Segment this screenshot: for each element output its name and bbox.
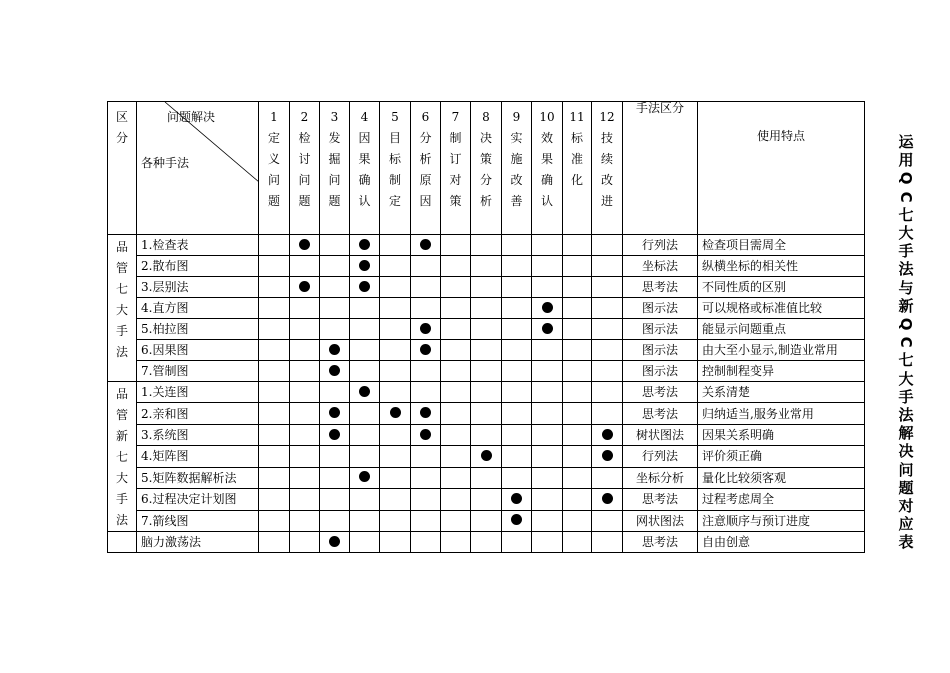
problem-cell-12 (592, 361, 623, 382)
problem-cell-6 (411, 467, 441, 488)
problem-cell-9 (502, 298, 532, 319)
problem-cell-11 (563, 298, 592, 319)
method-type: 思考法 (623, 403, 698, 424)
method-name: 3.系统图 (137, 424, 259, 445)
problem-cell-3 (320, 319, 350, 340)
problem-cell-10 (532, 532, 563, 553)
method-type: 行列法 (623, 446, 698, 467)
applicable-dot (329, 344, 340, 355)
problem-cell-11 (563, 361, 592, 382)
applicable-dot (420, 429, 431, 440)
method-name: 5.柏拉图 (137, 319, 259, 340)
problem-cell-4 (350, 532, 380, 553)
problem-cell-8 (471, 510, 502, 531)
problem-cell-2 (290, 319, 320, 340)
problem-cell-2 (290, 424, 320, 445)
method-type: 思考法 (623, 489, 698, 510)
problem-cell-6 (411, 277, 441, 298)
problem-cell-3 (320, 489, 350, 510)
problem-cell-6 (411, 489, 441, 510)
problem-cell-2 (290, 510, 320, 531)
problem-cell-7 (441, 532, 471, 553)
problem-cell-1 (259, 446, 290, 467)
problem-cell-6 (411, 424, 441, 445)
method-type: 思考法 (623, 532, 698, 553)
problem-cell-1 (259, 532, 290, 553)
problem-cell-3 (320, 277, 350, 298)
applicable-dot (602, 493, 613, 504)
usage-header: 使用特点 (698, 102, 865, 235)
problem-cell-1 (259, 403, 290, 424)
problem-cell-9 (502, 319, 532, 340)
method-name: 2.散布图 (137, 256, 259, 277)
category-header: 区 分 (108, 102, 137, 235)
problem-cell-11 (563, 382, 592, 403)
table-row (108, 403, 865, 424)
problem-cell-5 (380, 446, 411, 467)
problem-cell-12 (592, 319, 623, 340)
problem-cell-4 (350, 235, 380, 256)
problem-cell-12 (592, 235, 623, 256)
diagonal-header-cell (137, 102, 259, 235)
problem-cell-1 (259, 382, 290, 403)
problem-cell-11 (563, 467, 592, 488)
usage-note: 关系清楚 (698, 382, 865, 403)
problem-cell-12 (592, 424, 623, 445)
problem-cell-4 (350, 256, 380, 277)
problem-cell-5 (380, 489, 411, 510)
problem-cell-5 (380, 256, 411, 277)
problem-cell-6 (411, 532, 441, 553)
usage-note: 由大至小显示,制造业常用 (698, 340, 865, 361)
problem-cell-11 (563, 256, 592, 277)
usage-note: 因果关系明确 (698, 424, 865, 445)
problem-cell-6 (411, 340, 441, 361)
problem-cell-8 (471, 235, 502, 256)
problem-header-5: 5 目 标 制 定 (380, 102, 411, 235)
applicable-dot (359, 260, 370, 271)
problem-cell-5 (380, 403, 411, 424)
problem-solving-label: 问题解决 (167, 110, 216, 124)
table-row (108, 424, 865, 445)
method-type: 图示法 (623, 298, 698, 319)
table-row (108, 235, 865, 256)
usage-note: 过程考虑周全 (698, 489, 865, 510)
problem-cell-2 (290, 361, 320, 382)
problem-cell-7 (441, 340, 471, 361)
problem-cell-7 (441, 403, 471, 424)
problem-cell-12 (592, 467, 623, 488)
problem-cell-1 (259, 510, 290, 531)
problem-cell-2 (290, 277, 320, 298)
usage-note: 量化比较须客观 (698, 467, 865, 488)
problem-cell-7 (441, 277, 471, 298)
problem-header-6: 6 分 析 原 因 (411, 102, 441, 235)
problem-cell-3 (320, 256, 350, 277)
problem-cell-8 (471, 298, 502, 319)
method-name: 4.矩阵图 (137, 446, 259, 467)
problem-cell-9 (502, 489, 532, 510)
applicable-dot (542, 302, 553, 313)
problem-cell-5 (380, 532, 411, 553)
problem-cell-11 (563, 277, 592, 298)
problem-cell-11 (563, 319, 592, 340)
problem-cell-6 (411, 446, 441, 467)
problem-cell-1 (259, 298, 290, 319)
problem-cell-10 (532, 403, 563, 424)
usage-note: 检查项目需周全 (698, 235, 865, 256)
applicable-dot (390, 407, 401, 418)
usage-note: 可以规格或标准值比较 (698, 298, 865, 319)
problem-cell-6 (411, 256, 441, 277)
problem-cell-4 (350, 277, 380, 298)
usage-note: 控制制程变异 (698, 361, 865, 382)
problem-cell-6 (411, 510, 441, 531)
method-type: 图示法 (623, 319, 698, 340)
problem-cell-3 (320, 467, 350, 488)
method-name: 4.直方图 (137, 298, 259, 319)
problem-cell-11 (563, 340, 592, 361)
method-name: 脑力激荡法 (137, 532, 259, 553)
applicable-dot (420, 344, 431, 355)
problem-cell-11 (563, 403, 592, 424)
method-name: 3.层别法 (137, 277, 259, 298)
problem-cell-1 (259, 256, 290, 277)
problem-cell-3 (320, 403, 350, 424)
header-row (108, 102, 865, 235)
problem-cell-7 (441, 424, 471, 445)
problem-cell-2 (290, 467, 320, 488)
problem-cell-8 (471, 256, 502, 277)
problem-cell-1 (259, 467, 290, 488)
problem-cell-11 (563, 235, 592, 256)
method-type: 思考法 (623, 382, 698, 403)
problem-cell-5 (380, 277, 411, 298)
problem-cell-12 (592, 510, 623, 531)
method-name: 2.亲和图 (137, 403, 259, 424)
problem-cell-9 (502, 424, 532, 445)
problem-cell-4 (350, 319, 380, 340)
problem-cell-3 (320, 298, 350, 319)
problem-cell-2 (290, 403, 320, 424)
problem-cell-6 (411, 319, 441, 340)
problem-cell-3 (320, 446, 350, 467)
problem-header-1: 1 定 义 问 题 (259, 102, 290, 235)
problem-cell-12 (592, 489, 623, 510)
table-row (108, 256, 865, 277)
method-name: 6.因果图 (137, 340, 259, 361)
problem-cell-4 (350, 340, 380, 361)
problem-cell-3 (320, 532, 350, 553)
problem-cell-8 (471, 446, 502, 467)
problem-cell-3 (320, 361, 350, 382)
problem-cell-9 (502, 235, 532, 256)
problem-cell-2 (290, 382, 320, 403)
problem-header-2: 2 检 讨 问 题 (290, 102, 320, 235)
problem-cell-3 (320, 235, 350, 256)
method-type: 坐标分析 (623, 467, 698, 488)
problem-cell-9 (502, 382, 532, 403)
problem-cell-9 (502, 467, 532, 488)
problem-cell-9 (502, 256, 532, 277)
applicable-dot (329, 365, 340, 376)
side-title: 运 用 Q C 七 大 手 法 与 新 Q C 七 大 手 法 解 决 问 题 对 应 表 (897, 133, 916, 552)
problem-cell-11 (563, 510, 592, 531)
applicable-dot (420, 239, 431, 250)
table-row (108, 510, 865, 531)
problem-cell-6 (411, 403, 441, 424)
applicable-dot (329, 429, 340, 440)
problem-cell-8 (471, 319, 502, 340)
problem-cell-7 (441, 319, 471, 340)
problem-cell-11 (563, 424, 592, 445)
problem-cell-3 (320, 510, 350, 531)
problem-header-10: 10 效 果 确 认 (532, 102, 563, 235)
method-name: 7.箭线图 (137, 510, 259, 531)
usage-note: 归纳适当,服务业常用 (698, 403, 865, 424)
problem-cell-4 (350, 467, 380, 488)
problem-cell-12 (592, 277, 623, 298)
problem-cell-10 (532, 489, 563, 510)
problem-cell-10 (532, 235, 563, 256)
problem-cell-3 (320, 424, 350, 445)
usage-note: 不同性质的区别 (698, 277, 865, 298)
applicable-dot (359, 386, 370, 397)
problem-cell-10 (532, 382, 563, 403)
problem-cell-7 (441, 298, 471, 319)
group-label-cell (108, 532, 137, 553)
problem-cell-4 (350, 510, 380, 531)
problem-cell-8 (471, 403, 502, 424)
problem-cell-8 (471, 361, 502, 382)
problem-cell-8 (471, 467, 502, 488)
problem-cell-10 (532, 340, 563, 361)
problem-cell-10 (532, 424, 563, 445)
problem-header-9: 9 实 施 改 善 (502, 102, 532, 235)
problem-cell-12 (592, 298, 623, 319)
problem-cell-7 (441, 446, 471, 467)
applicable-dot (359, 239, 370, 250)
table-row (108, 532, 865, 553)
problem-cell-11 (563, 532, 592, 553)
problem-cell-2 (290, 298, 320, 319)
usage-note: 评价须正确 (698, 446, 865, 467)
usage-note: 能显示问题重点 (698, 319, 865, 340)
problem-cell-6 (411, 382, 441, 403)
table-row (108, 382, 865, 403)
problem-cell-9 (502, 403, 532, 424)
problem-cell-8 (471, 424, 502, 445)
method-name: 6.过程决定计划图 (137, 489, 259, 510)
problem-cell-8 (471, 340, 502, 361)
problem-cell-2 (290, 256, 320, 277)
problem-cell-6 (411, 235, 441, 256)
usage-note: 注意顺序与预订进度 (698, 510, 865, 531)
method-type: 网状图法 (623, 510, 698, 531)
problem-cell-12 (592, 340, 623, 361)
problem-cell-4 (350, 382, 380, 403)
problem-cell-5 (380, 298, 411, 319)
problem-cell-10 (532, 319, 563, 340)
applicable-dot (602, 450, 613, 461)
table-row (108, 319, 865, 340)
problem-cell-10 (532, 277, 563, 298)
problem-cell-4 (350, 489, 380, 510)
problem-cell-9 (502, 340, 532, 361)
problem-cell-3 (320, 340, 350, 361)
applicable-dot (299, 239, 310, 250)
problem-cell-11 (563, 446, 592, 467)
problem-cell-5 (380, 319, 411, 340)
problem-cell-10 (532, 467, 563, 488)
table-row (108, 277, 865, 298)
table-row (108, 361, 865, 382)
problem-cell-11 (563, 489, 592, 510)
problem-cell-12 (592, 382, 623, 403)
problem-cell-7 (441, 467, 471, 488)
applicable-dot (299, 281, 310, 292)
problem-cell-9 (502, 277, 532, 298)
problem-cell-9 (502, 532, 532, 553)
usage-note: 自由创意 (698, 532, 865, 553)
problem-cell-2 (290, 532, 320, 553)
method-type: 图示法 (623, 340, 698, 361)
problem-cell-4 (350, 361, 380, 382)
table-row (108, 489, 865, 510)
applicable-dot (420, 407, 431, 418)
method-type: 行列法 (623, 235, 698, 256)
problem-cell-5 (380, 382, 411, 403)
problem-cell-3 (320, 382, 350, 403)
problem-header-7: 7 制 订 对 策 (441, 102, 471, 235)
applicable-dot (602, 429, 613, 440)
problem-cell-5 (380, 235, 411, 256)
applicable-dot (511, 493, 522, 504)
applicable-dot (511, 514, 522, 525)
usage-note: 纵横坐标的相关性 (698, 256, 865, 277)
qc-methods-table (107, 101, 865, 553)
problem-cell-5 (380, 424, 411, 445)
problem-cell-9 (502, 361, 532, 382)
problem-cell-7 (441, 510, 471, 531)
problem-cell-5 (380, 340, 411, 361)
applicable-dot (329, 536, 340, 547)
problem-cell-9 (502, 446, 532, 467)
problem-header-12: 12 技 续 改 进 (592, 102, 623, 235)
problem-cell-7 (441, 235, 471, 256)
problem-cell-10 (532, 298, 563, 319)
problem-cell-8 (471, 489, 502, 510)
problem-cell-4 (350, 424, 380, 445)
problem-cell-7 (441, 382, 471, 403)
applicable-dot (359, 281, 370, 292)
problem-cell-5 (380, 361, 411, 382)
problem-cell-7 (441, 256, 471, 277)
problem-cell-2 (290, 235, 320, 256)
problem-cell-1 (259, 361, 290, 382)
method-name: 5.矩阵数据解析法 (137, 467, 259, 488)
problem-cell-4 (350, 298, 380, 319)
method-type: 树状图法 (623, 424, 698, 445)
problem-cell-10 (532, 510, 563, 531)
method-type: 思考法 (623, 277, 698, 298)
group-label-cell: 品 管 七 大 手 法 (108, 235, 137, 382)
problem-header-8: 8 决 策 分 析 (471, 102, 502, 235)
problem-cell-4 (350, 446, 380, 467)
method-type-header: 手法区分 (623, 102, 698, 235)
problem-cell-12 (592, 403, 623, 424)
table-row (108, 340, 865, 361)
methods-label: 各种手法 (141, 156, 190, 170)
applicable-dot (420, 323, 431, 334)
applicable-dot (359, 471, 370, 482)
method-type: 坐标法 (623, 256, 698, 277)
method-name: 1.检查表 (137, 235, 259, 256)
problem-cell-1 (259, 340, 290, 361)
problem-cell-8 (471, 532, 502, 553)
problem-cell-2 (290, 340, 320, 361)
method-name: 1.关连图 (137, 382, 259, 403)
table-row (108, 467, 865, 488)
problem-header-11: 11 标 准 化 (563, 102, 592, 235)
problem-cell-1 (259, 235, 290, 256)
applicable-dot (481, 450, 492, 461)
problem-cell-12 (592, 256, 623, 277)
problem-header-3: 3 发 掘 问 题 (320, 102, 350, 235)
problem-cell-1 (259, 489, 290, 510)
problem-cell-12 (592, 532, 623, 553)
problem-cell-4 (350, 403, 380, 424)
problem-cell-8 (471, 382, 502, 403)
problem-header-4: 4 因 果 确 认 (350, 102, 380, 235)
table-row (108, 298, 865, 319)
group-label-cell: 品 管 新 七 大 手 法 (108, 382, 137, 532)
problem-cell-7 (441, 489, 471, 510)
method-type: 图示法 (623, 361, 698, 382)
problem-cell-8 (471, 277, 502, 298)
problem-cell-5 (380, 467, 411, 488)
problem-cell-6 (411, 361, 441, 382)
applicable-dot (542, 323, 553, 334)
problem-cell-5 (380, 510, 411, 531)
problem-cell-10 (532, 361, 563, 382)
problem-cell-1 (259, 424, 290, 445)
problem-cell-2 (290, 446, 320, 467)
problem-cell-7 (441, 361, 471, 382)
problem-cell-6 (411, 298, 441, 319)
problem-cell-10 (532, 256, 563, 277)
applicable-dot (329, 407, 340, 418)
problem-cell-9 (502, 510, 532, 531)
problem-cell-2 (290, 489, 320, 510)
method-name: 7.管制图 (137, 361, 259, 382)
problem-cell-1 (259, 277, 290, 298)
problem-cell-1 (259, 319, 290, 340)
problem-cell-10 (532, 446, 563, 467)
table-row (108, 446, 865, 467)
problem-cell-12 (592, 446, 623, 467)
